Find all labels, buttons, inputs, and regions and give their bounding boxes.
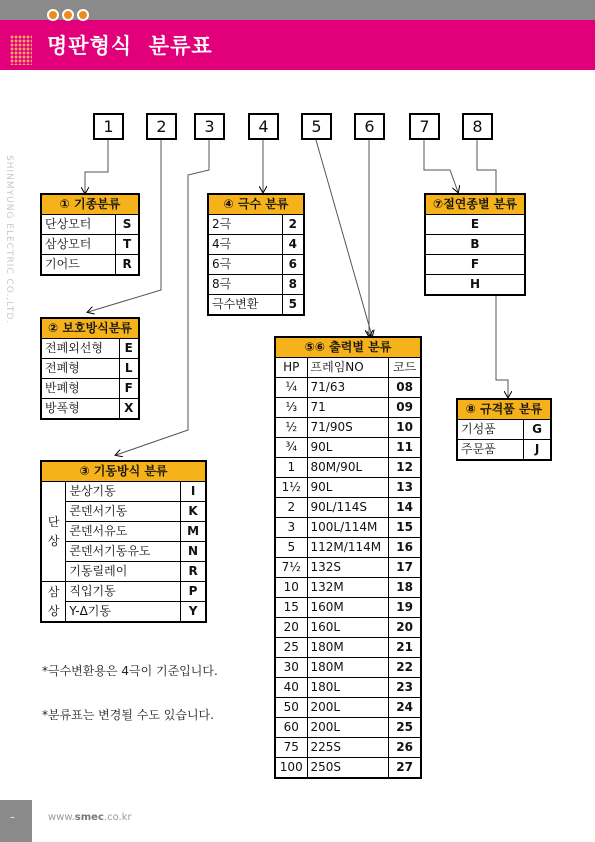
table-row (275, 618, 421, 638)
table-starting-method (40, 460, 207, 623)
cell-label: 극수변환 (208, 295, 282, 316)
table-row (208, 275, 304, 295)
cell-code: F (119, 379, 139, 399)
table-pole-count (207, 193, 305, 316)
cell-code: R (181, 562, 206, 582)
cell-hp: 7½ (275, 558, 307, 578)
table-row (275, 458, 421, 478)
cell-code: X (119, 399, 139, 420)
cell-label: 4극 (208, 235, 282, 255)
cell-code: E (119, 339, 139, 359)
table-row (41, 339, 139, 359)
table-row (425, 235, 525, 255)
cell-hp: 1 (275, 458, 307, 478)
cell-label: Y-Δ기동 (66, 602, 181, 623)
cell-code: Y (181, 602, 206, 623)
table-row (275, 498, 421, 518)
cell-code: 25 (389, 718, 421, 738)
cell-frame: 71/90S (307, 418, 389, 438)
table-row (41, 399, 139, 420)
company-name-vertical: SHINMYUNG ELECTRIC CO.,LTD. (4, 155, 14, 325)
cell-hp: ¾ (275, 438, 307, 458)
title-part-b: 분류표 (148, 34, 213, 58)
cell-hp: 20 (275, 618, 307, 638)
number-box-3: 3 (194, 113, 225, 140)
table-row (275, 598, 421, 618)
table-title: ⑤⑥ 출력별 분류 (275, 337, 421, 358)
table-insulation-class (424, 193, 526, 296)
cell-label: 분상기동 (66, 482, 181, 502)
table-row (275, 438, 421, 458)
table-row (275, 518, 421, 538)
cell-frame: 225S (307, 738, 389, 758)
cell-label: 전폐외선형 (41, 339, 119, 359)
cell-hp: 40 (275, 678, 307, 698)
cell-hp: 3 (275, 518, 307, 538)
table-row (208, 255, 304, 275)
table-output-rating (274, 336, 422, 779)
cell-hp: ½ (275, 418, 307, 438)
cell-frame: 180M (307, 638, 389, 658)
cell-code: 24 (389, 698, 421, 718)
table-row (41, 522, 206, 542)
cell-hp: 10 (275, 578, 307, 598)
table-row (208, 235, 304, 255)
cell-code: 4 (282, 235, 304, 255)
cell-frame: 71 (307, 398, 389, 418)
table-protection-type (40, 317, 140, 420)
cell-code: 12 (389, 458, 421, 478)
cell-code: 20 (389, 618, 421, 638)
url-brand: smec (74, 812, 104, 823)
number-box-2: 2 (146, 113, 177, 140)
table-row (425, 215, 525, 235)
cell-code: 14 (389, 498, 421, 518)
cell-code: 18 (389, 578, 421, 598)
cell-code: 6 (282, 255, 304, 275)
table-row (275, 558, 421, 578)
cell-code: 08 (389, 378, 421, 398)
cell-code: 22 (389, 658, 421, 678)
table-row (41, 602, 206, 623)
cell-hp: 50 (275, 698, 307, 718)
table-row (275, 658, 421, 678)
cell-label: 기성품 (457, 420, 524, 440)
table-row (275, 678, 421, 698)
cell-code: J (524, 440, 551, 461)
cell-label: 기어드 (41, 255, 116, 276)
cell-hp: 75 (275, 738, 307, 758)
cell-code: 09 (389, 398, 421, 418)
number-box-6: 6 (354, 113, 385, 140)
cell-code: 19 (389, 598, 421, 618)
table-title: ⑦절연종별 분류 (425, 194, 525, 215)
cell-hp: 5 (275, 538, 307, 558)
table-row (425, 255, 525, 275)
cell-label: 2극 (208, 215, 282, 235)
col-header-hp: HP (275, 358, 307, 378)
table-row (275, 418, 421, 438)
cell-code: 27 (389, 758, 421, 779)
table-row (275, 398, 421, 418)
table-row (208, 215, 304, 235)
cell-code: 11 (389, 438, 421, 458)
col-header-code: 코드 (389, 358, 421, 378)
title-part-a: 명판형식 (47, 34, 133, 58)
table-row (275, 738, 421, 758)
cell-code: 5 (282, 295, 304, 316)
cell-frame: 200L (307, 698, 389, 718)
table-title: ③ 기동방식 분류 (41, 461, 206, 482)
cell-frame: 100L/114M (307, 518, 389, 538)
cell-frame: 200L (307, 718, 389, 738)
number-box-1: 1 (93, 113, 124, 140)
page-number: – (10, 812, 15, 823)
cell-hp: 1½ (275, 478, 307, 498)
number-box-8: 8 (462, 113, 493, 140)
cell-label: 삼상모터 (41, 235, 116, 255)
table-model-type (40, 193, 140, 276)
table-standard-type (456, 398, 552, 461)
table-row (275, 758, 421, 779)
url-prefix: www. (48, 812, 75, 823)
table-row (275, 718, 421, 738)
table-row (275, 478, 421, 498)
cell-hp: 25 (275, 638, 307, 658)
cell-hp: 60 (275, 718, 307, 738)
cell-code: N (181, 542, 206, 562)
url-suffix: .co.kr (103, 812, 132, 823)
cell-code: L (119, 359, 139, 379)
footer-url[interactable] (48, 812, 132, 823)
cell-frame: 180M (307, 658, 389, 678)
cell-label: 단상모터 (41, 215, 116, 235)
cell-code: 13 (389, 478, 421, 498)
cell-code: G (524, 420, 551, 440)
table-row (425, 275, 525, 296)
cell-code: S (116, 215, 139, 235)
table-title: ① 기종분류 (41, 194, 139, 215)
table-row (41, 379, 139, 399)
cell-frame: 250S (307, 758, 389, 779)
cell-code: 23 (389, 678, 421, 698)
col-header-frame: 프레임NO (307, 358, 389, 378)
cell-label: 직입기동 (66, 582, 181, 602)
table-title: ⑧ 규격품 분류 (457, 399, 551, 420)
cell-code: 10 (389, 418, 421, 438)
cell-code: 15 (389, 518, 421, 538)
cell-label: 콘덴서기동유도 (66, 542, 181, 562)
cell-code: 17 (389, 558, 421, 578)
table-row (41, 359, 139, 379)
cell-label: 주문품 (457, 440, 524, 461)
table-row (41, 542, 206, 562)
table-row (41, 582, 206, 602)
table-row (457, 440, 551, 461)
cell-code: M (181, 522, 206, 542)
note-pole-change: *극수변환용은 4극이 기준입니다. (42, 664, 218, 678)
cell-frame: 80M/90L (307, 458, 389, 478)
table-row (41, 235, 139, 255)
cell-frame: 90L (307, 478, 389, 498)
cell-code: H (425, 275, 525, 296)
table-row (275, 638, 421, 658)
cell-code: F (425, 255, 525, 275)
cell-label: 반폐형 (41, 379, 119, 399)
cell-code: 21 (389, 638, 421, 658)
cell-hp: ¼ (275, 378, 307, 398)
cell-frame: 71/63 (307, 378, 389, 398)
cell-code: B (425, 235, 525, 255)
cell-code: P (181, 582, 206, 602)
cell-label: 콘덴서유도 (66, 522, 181, 542)
table-row (208, 295, 304, 316)
cell-frame: 90L (307, 438, 389, 458)
cell-hp: 15 (275, 598, 307, 618)
table-row (41, 482, 206, 502)
table-row (41, 215, 139, 235)
table-row (41, 255, 139, 276)
table-row (275, 698, 421, 718)
cell-hp: 30 (275, 658, 307, 678)
cell-hp: 2 (275, 498, 307, 518)
group-three-phase: 삼 상 (41, 582, 66, 623)
number-box-5: 5 (301, 113, 332, 140)
group-single-phase: 단 상 (41, 482, 66, 582)
table-head-row (275, 358, 421, 378)
cell-frame: 160M (307, 598, 389, 618)
cell-code: 16 (389, 538, 421, 558)
table-row (275, 378, 421, 398)
table-row (41, 562, 206, 582)
cell-hp: ⅓ (275, 398, 307, 418)
number-box-4: 4 (248, 113, 279, 140)
cell-label: 방폭형 (41, 399, 119, 420)
note-subject-to-change: *분류표는 변경될 수도 있습니다. (42, 708, 214, 722)
table-row (41, 502, 206, 522)
cell-code: 2 (282, 215, 304, 235)
cell-code: 26 (389, 738, 421, 758)
cell-code: I (181, 482, 206, 502)
cell-label: 콘덴서기동 (66, 502, 181, 522)
table-title: ② 보호방식분류 (41, 318, 139, 339)
cell-hp: 100 (275, 758, 307, 779)
cell-frame: 160L (307, 618, 389, 638)
cell-frame: 90L/114S (307, 498, 389, 518)
table-title: ④ 극수 분류 (208, 194, 304, 215)
cell-label: 기동릴레이 (66, 562, 181, 582)
cell-code: 8 (282, 275, 304, 295)
table-row (275, 578, 421, 598)
cell-frame: 180L (307, 678, 389, 698)
table-row (457, 420, 551, 440)
number-box-7: 7 (409, 113, 440, 140)
cell-code: R (116, 255, 139, 276)
cell-frame: 132S (307, 558, 389, 578)
table-row (275, 538, 421, 558)
cell-code: T (116, 235, 139, 255)
cell-code: K (181, 502, 206, 522)
cell-label: 8극 (208, 275, 282, 295)
cell-frame: 132M (307, 578, 389, 598)
cell-label: 전폐형 (41, 359, 119, 379)
cell-code: E (425, 215, 525, 235)
cell-label: 6극 (208, 255, 282, 275)
footer-page-tab (0, 800, 32, 842)
cell-frame: 112M/114M (307, 538, 389, 558)
